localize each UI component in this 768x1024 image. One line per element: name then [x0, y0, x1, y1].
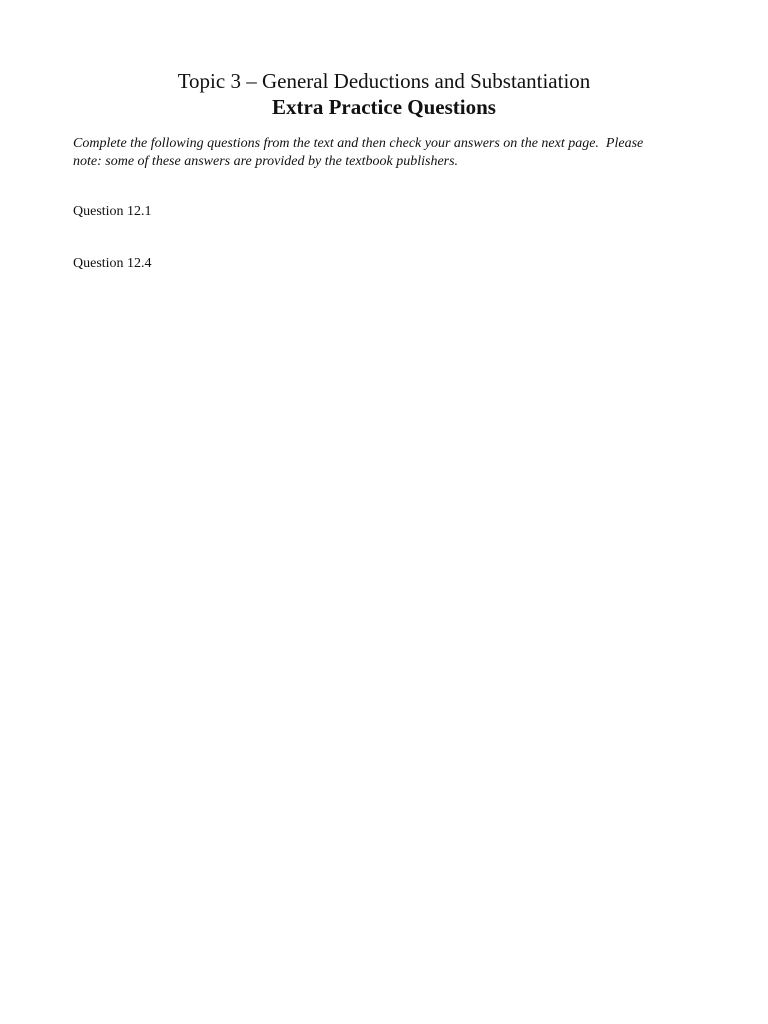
question-label: Question 12.4 — [73, 256, 152, 271]
title-block — [0, 68, 768, 120]
instructions-line-2: note: some of these answers are provided by the textbook publishers. — [73, 154, 459, 169]
question-label: Question 12.1 — [73, 204, 152, 219]
instructions-paragraph — [73, 135, 703, 171]
page-title: Topic 3 – General Deductions and Substantiation — [177, 69, 591, 93]
page-subtitle: Extra Practice Questions — [272, 95, 496, 119]
instructions-line-1: Complete the following questions from the text and then check your answers on the next page. Please — [73, 136, 644, 151]
